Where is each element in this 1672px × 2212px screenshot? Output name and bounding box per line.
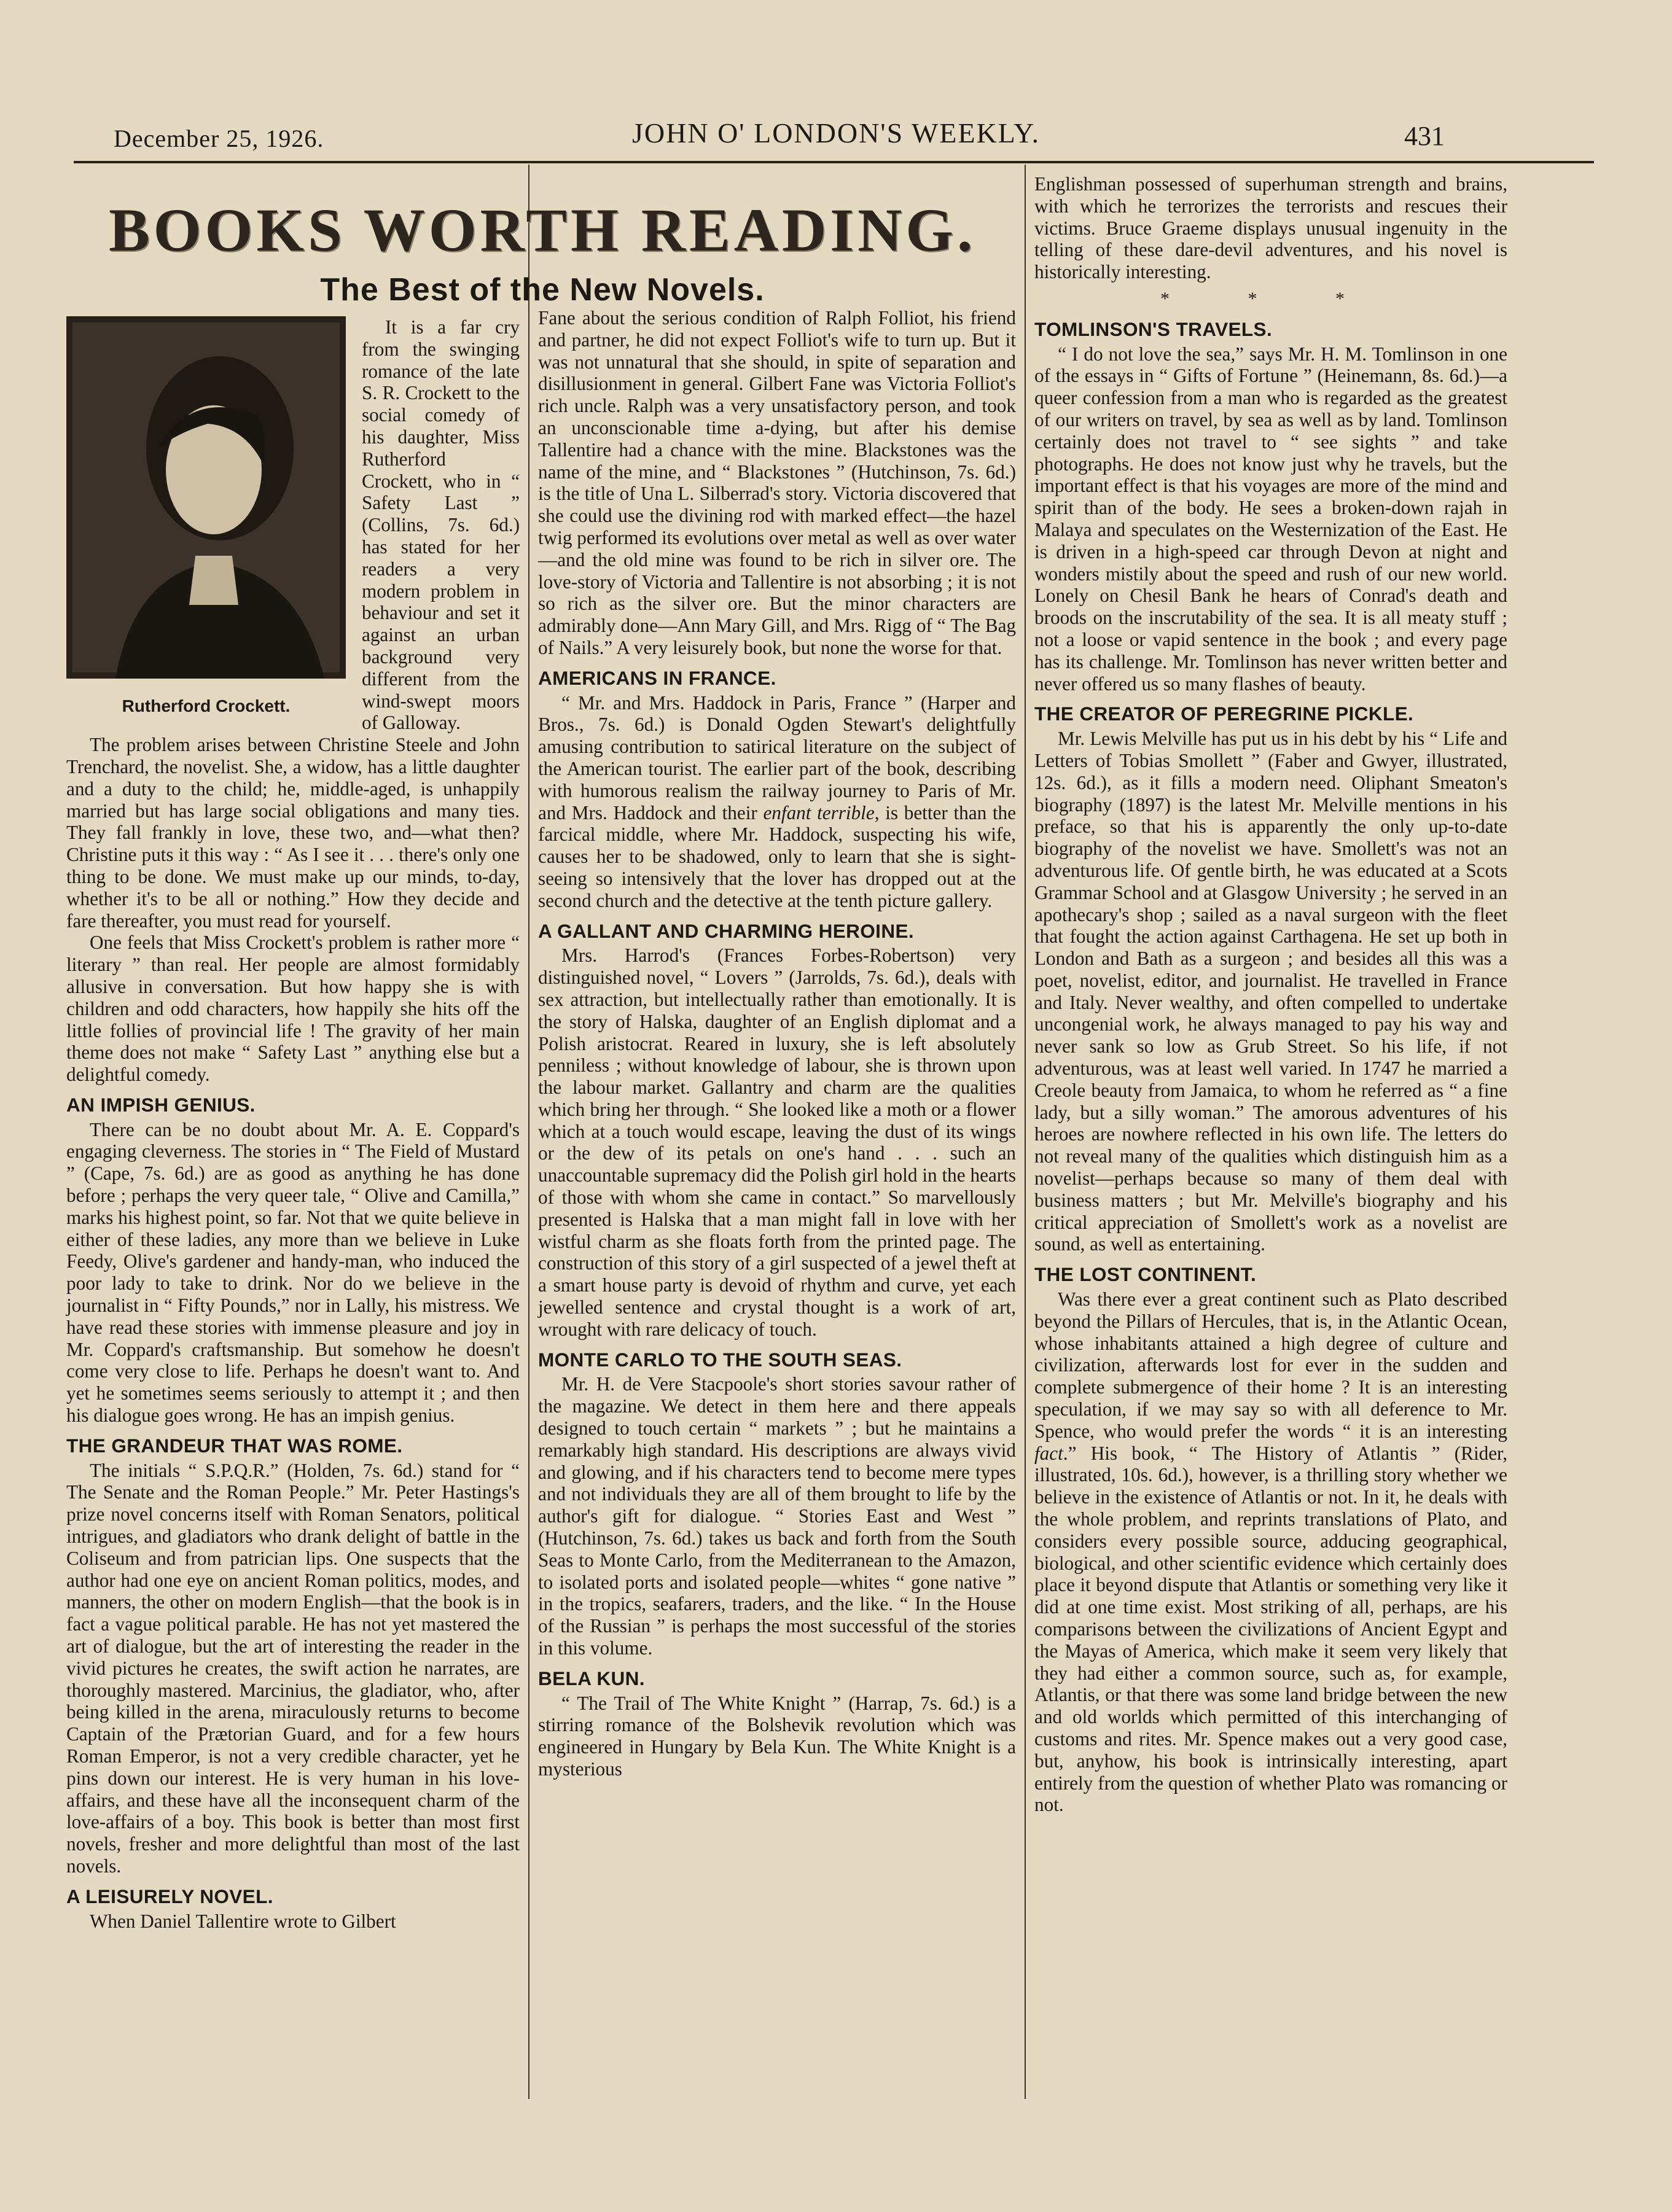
text-leisurely-novel-start bbox=[66, 1910, 520, 1933]
intro-paragraph-1: It is a far cry from the swinging romance of the late S. R. Crockett to the social comedy of his daughter, Miss Rutherford Crockett, who in “ Safety Last ” (Collins, 7s. 6d.) has stated for her readers a very modern problem in behaviour and set it against an urban background very different from the wind-swept moors of Galloway. bbox=[362, 316, 520, 734]
text-grandeur-rome: The initials “ S.P.Q.R.” (Holden, 7s. 6d.) stand for “ The Senate and the Roman People.” Mr. Peter Hastings's prize novel concerns itself with Roman Senators, political intrigues, and gladiators who drank delight of battle in the Coliseum and from patrician lips. One suspects that the author had one eye on ancient Roman politics, modes, and manners, the other on modern English—that the book is in fact a vague political parable. He has not yet mastered the art of dialogue, but the art of interesting the reader in the vivid pictures he creates, the swift action he narrates, are thoroughly mastered. Marcinius, the gladiator, who, after being killed in the arena, miraculously returns to become Captain of the Prætorian Guard, and for a few hours Roman Emperor, is not a very credible character, yet he pins down our interest. He is very human in his love-affairs, and these have all the inconsequent charm of the love-affairs of a boy. This book is better than most first novels, fresher and more delightful than most of the last novels. bbox=[66, 1459, 520, 1877]
issue-date: December 25, 1926. bbox=[114, 125, 324, 152]
continent-text-b: .” His book, “ The History of Atlantis ” (Rider, illustrated, 10s. 6d.), however, is a thrilling story whether we believe in the existence of Atlantis or not. In it, he deals with the whole problem, and reprints translations of Plato, and considers every possible source, adducing geographical, biological, and other scientific evidence which certainly does place it beyond dispute that Atlantis or something very like it did at one time exist. Most striking of all, perhaps, are his comparisons between the civilizations of Ancient Egypt and the Mayas of America, which make it seem very likely that they had either a common source, such as, for example, Atlantis, or that there was some land bridge between the new and old worlds which permitted of this interchanging of customs and rites. Mr. Spence makes out a very good case, but, anyhow, his book is intrinsically interesting, apart entirely from the question of whether Plato was romancing or not. bbox=[1034, 1442, 1507, 1816]
heading-bela-kun: BELA KUN. bbox=[538, 1667, 645, 1689]
column-rule-2 bbox=[1025, 165, 1026, 2099]
portrait-photograph-icon bbox=[66, 316, 346, 679]
page-number: 431 bbox=[1404, 121, 1445, 151]
text-bela-kun-cont bbox=[1034, 173, 1507, 283]
heading-americans-france: AMERICANS IN FRANCE. bbox=[538, 666, 776, 689]
heading-leisurely-novel: A LEISURELY NOVEL. bbox=[66, 1885, 273, 1907]
intro-paragraph-3: One feels that Miss Crockett's problem is rather more “ literary ” than real. Her people are almost formidably allusive in conversation. But how happy she is with children and odd characters, how happily she hits off the little follies of provincial life ! The gravity of her main theme does not make “ Safety Last ” anything else but a delightful comedy. bbox=[66, 932, 520, 1086]
running-header bbox=[0, 117, 1672, 160]
text-americans-france bbox=[538, 692, 1016, 912]
text-impish-genius: There can be no doubt about Mr. A. E. Coppard's engaging cleverness. The stories in “ The Field of Mustard ” (Cape, 7s. 6d.) are as good as anything he has done before ; perhaps the very queer tale, “ Olive and Camilla,” marks his highest point, so far. Not that we quite believe in either of these ladies, any more than we believe in Luke Feedy, Olive's gardener and handy-man, who induced the poor lady to take to drink. Nor do we believe in the journalist in “ Fifty Pounds,” nor in Lally, his mistress. We have read these stories with immense pleasure and joy in Mr. Coppard's craftsmanship. But somehow he doesn't come very close to life. Perhaps he doesn't want to. And yet he sometimes seems seriously to attempt it ; and then his dialogue goes wrong. He has an impish genius. bbox=[66, 1118, 520, 1427]
heading-grandeur-rome: THE GRANDEUR THAT WAS ROME. bbox=[66, 1434, 403, 1457]
americans-text-a: “ Mr. and Mrs. Haddock in Paris, France ” (Harper and Bros., 7s. 6d.) is Donald Ogden Stewart's delightfully amusing contribution to satirical literature on the subject of the American tourist. The earlier part of the book, describing with humorous realism the railway journey to Paris of Mr. and Mrs. Haddock and their bbox=[538, 691, 1016, 824]
leisurely-novel-part-2: Fane about the serious condition of Ralph Folliot, his friend and partner, he did not expect Folliot's wife to turn up. But it was not unnatural that she should, in spite of separation and disillusionment in general. Gilbert Fane was Victoria Folliot's rich uncle. Ralph was a very unsatisfactory person, and took an unconscionable time a-dying, but after his demise Tallentire had a chance with the mine. Blackstones was the name of the mine, and “ Blackstones ” (Hutchinson, 7s. 6d.) is the title of Una L. Silberrad's story. Victoria discovered that she could use the divining rod with marked effect—the hazel twig performed its evolutions over metal as well as over water—and the old mine was found to be rich in silver ore. The love-story of Victoria and Tallentire is not absorbing ; it is not so rich as the silver ore. But the minor characters are admirably done—Ann Mary Gill, and Mrs. Rigg of “ The Bag of Nails.” A very leisurely book, but none the worse for that. bbox=[538, 307, 1016, 658]
heading-monte-carlo: MONTE CARLO TO THE SOUTH SEAS. bbox=[538, 1348, 902, 1371]
text-lost-continent bbox=[1034, 1288, 1507, 1816]
text-tomlinson-travels: “ I do not love the sea,” says Mr. H. M. Tomlinson in one of the essays in “ Gifts of Fortune ” (Heinemann, 8s. 6d.)—a queer confession from a man who is regarded as the greatest of our writers on travel, by sea as well as by land. Tomlinson certainly does not travel to “ see sights ” and take photographs. He does not know just why he travels, but the important effect is that his voyages are more of the mind and spirit than of the body. He sees a broken-down rajah in Malaya and speculates on the Westernization of the East. He is driven in a high-speed car through Devon at night and wonders mistily about the speed and rush of our new world. Lonely on Chesil Bank he hears of Conrad's death and broods on the inscrutability of the sea. It is all meaty stuff ; not a loose or vapid sentence in the book ; and every page has its challenge. Mr. Tomlinson has never written better and never offered us so many flashes of beauty. bbox=[1034, 343, 1507, 695]
heading-peregrine-pickle: THE CREATOR OF PEREGRINE PICKLE. bbox=[1034, 703, 1414, 725]
intro-paragraph-2: The problem arises between Christine Steele and John Trenchard, the novelist. She, a widow, has a little daughter and a duty to the child; he, middle-aged, is unhappily married but has large social obligations and many ties. They fall frankly in love, these two, and—what then? Christine puts it this way : “ As I see it . . . there's only one thing to be done. We must make up our minds, to-day, whether it's to be all or nothing.” How they decide and fare thereafter, you must read for yourself. bbox=[66, 734, 520, 932]
heading-impish-genius: AN IMPISH GENIUS. bbox=[66, 1093, 256, 1116]
section-separator: * * * bbox=[1160, 288, 1381, 309]
bela-kun-part-2: Englishman possessed of superhuman strength and brains, with which he terrorizes the terrorists and rescues their victims. Bruce Graeme displays unusual ingenuity in the telling of these dare-devil adventures, and his novel is historically interesting. bbox=[1034, 173, 1507, 283]
portrait-figure bbox=[66, 316, 346, 717]
text-monte-carlo: Mr. H. de Vere Stacpoole's short stories savour rather of the magazine. We detect in them here and there appeals designed to touch certain “ markets ” ; but he maintains a remarkably high standard. His descriptions are always vivid and glowing, and if his characters tend to become mere types and not individuals they are all of them brought to life by the author's gift for dialogue. “ Stories East and West ” (Hutchinson, 7s. 6d.) takes us back and forth from the South Seas to Monte Carlo, from the Mediterranean to the Amazon, to isolated ports and isolated people—whites “ gone native ” in the tropics, seafarers, traders, and the like. “ In the House of the Russian ” is perhaps the most successful of the stories in this volume. bbox=[538, 1373, 1016, 1659]
leisurely-novel-part-1: When Daniel Tallentire wrote to Gilbert bbox=[90, 1910, 396, 1932]
bela-kun-part-1: “ The Trail of The White Knight ” (Harrap, 7s. 6d.) is a stirring romance of the Bolshevik revolution which was engineered in Hungary by Bela Kun. The White Knight is a mysterious bbox=[538, 1692, 1016, 1780]
publication-title: JOHN O' LONDON'S WEEKLY. bbox=[632, 117, 1040, 149]
heading-tomlinson-travels: TOMLINSON'S TRAVELS. bbox=[1034, 317, 1273, 340]
americans-text-b: , is better than the farcical middle, where Mr. Haddock, suspecting his wife, causes her to be shadowed, only to learn that she is sight-seeing so intensively that the lover has dropped out at the second church and the detective at the tenth picture gallery. bbox=[538, 801, 1016, 911]
text-gallant-heroine: Mrs. Harrod's (Frances Forbes-Robertson) very distinguished novel, “ Lovers ” (Jarrolds, 7s. 6d.), deals with sex attraction, but intellectually rather than emotionally. It is the story of Halska, daughter of an English diplomat and a Polish aristocrat. Reared in luxury, she is left absolutely penniless ; without knowledge of labour, she is thrown upon the labour market. Gallantry and charm are the qualities which bring her through. “ She looked like a moth or a flower which at a touch would escape, leaving the dust of its wings or the dew of its petals on one's hand . . . such an unaccountable supremacy did the Polish girl hold in the hearts of those with whom she came in contact.” So marvellously presented is Halska that a man might fall in love with her wistful charm as she floats forth from the printed page. The construction of this story of a girl suspected of a jewel theft at a smart house party is devoid of rhythm and curve, yet each jewelled sentence and crystal thought is a work of art, wrought with rare delicacy of touch. bbox=[538, 944, 1016, 1340]
text-peregrine-pickle: Mr. Lewis Melville has put us in his debt by his “ Life and Letters of Tobias Smollett ” (Faber and Gwyer, illustrated, 12s. 6d.), as it fills a modern need. Oliphant Smeaton's biography (1897) is the latest Mr. Melville mentions in his preface, so that his is apparently the only up-to-date biography of the novelist we have. Smollett's was not an adventurous life. Of gentle birth, he was educated at a Scots Grammar School and at Glasgow University ; he served in an apothecary's shop ; sailed as a naval surgeon with the fleet that fought the action against Carthagena. He set up both in London and Bath as a surgeon ; and besides all this was a poet, novelist, editor, and journalist. He travelled in France and Italy. Never wealthy, and often compelled to undertake uncongenial work, he always managed to pay his way and never sank so low as Grub Street. So his life, if not adventurous, was at least well varied. In 1747 he married a Creole beauty from Jamaica, to whom he referred as “ a fine lady, but a silly woman.” The amorous adventures of his heroes are nowhere reflected in his own life. The letters do not reveal many of the qualities which distinguish him as a novelist—perhaps because so many of them deal with business matters ; but Mr. Melville's biography and his critical appreciation of Smollett's work as a novelist are sound, as well as entertaining. bbox=[1034, 728, 1507, 1255]
column-2 bbox=[538, 307, 1016, 1780]
continent-text-italic: fact bbox=[1034, 1442, 1063, 1464]
column-rule-1 bbox=[528, 165, 529, 2099]
column-1 bbox=[66, 316, 520, 1932]
column-3 bbox=[1034, 173, 1507, 1816]
americans-text-italic: enfant terrible bbox=[763, 801, 875, 824]
text-bela-kun-start bbox=[538, 1692, 1016, 1780]
portrait-caption: Rutherford Crockett. bbox=[122, 696, 291, 715]
section-subtitle: The Best of the New Novels. bbox=[320, 272, 765, 308]
section-title: BOOKS WORTH READING. bbox=[108, 196, 977, 264]
text-leisurely-novel-cont bbox=[538, 307, 1016, 659]
header-rule bbox=[74, 161, 1594, 163]
continent-text-a: Was there ever a great continent such as Plato described beyond the Pillars of Hercules, that is, in the Atlantic Ocean, whose inhabitants attained a high degree of culture and civilization, afterwards lost for ever in the sudden and complete submergence of their home ? It is an interesting speculation, if we may say so with all deference to Mr. Spence, who would prefer the words “ it is an interesting bbox=[1034, 1288, 1507, 1442]
heading-gallant-heroine: A GALLANT AND CHARMING HEROINE. bbox=[538, 919, 915, 942]
heading-lost-continent: THE LOST CONTINENT. bbox=[1034, 1263, 1257, 1286]
masthead-block bbox=[66, 175, 1018, 319]
